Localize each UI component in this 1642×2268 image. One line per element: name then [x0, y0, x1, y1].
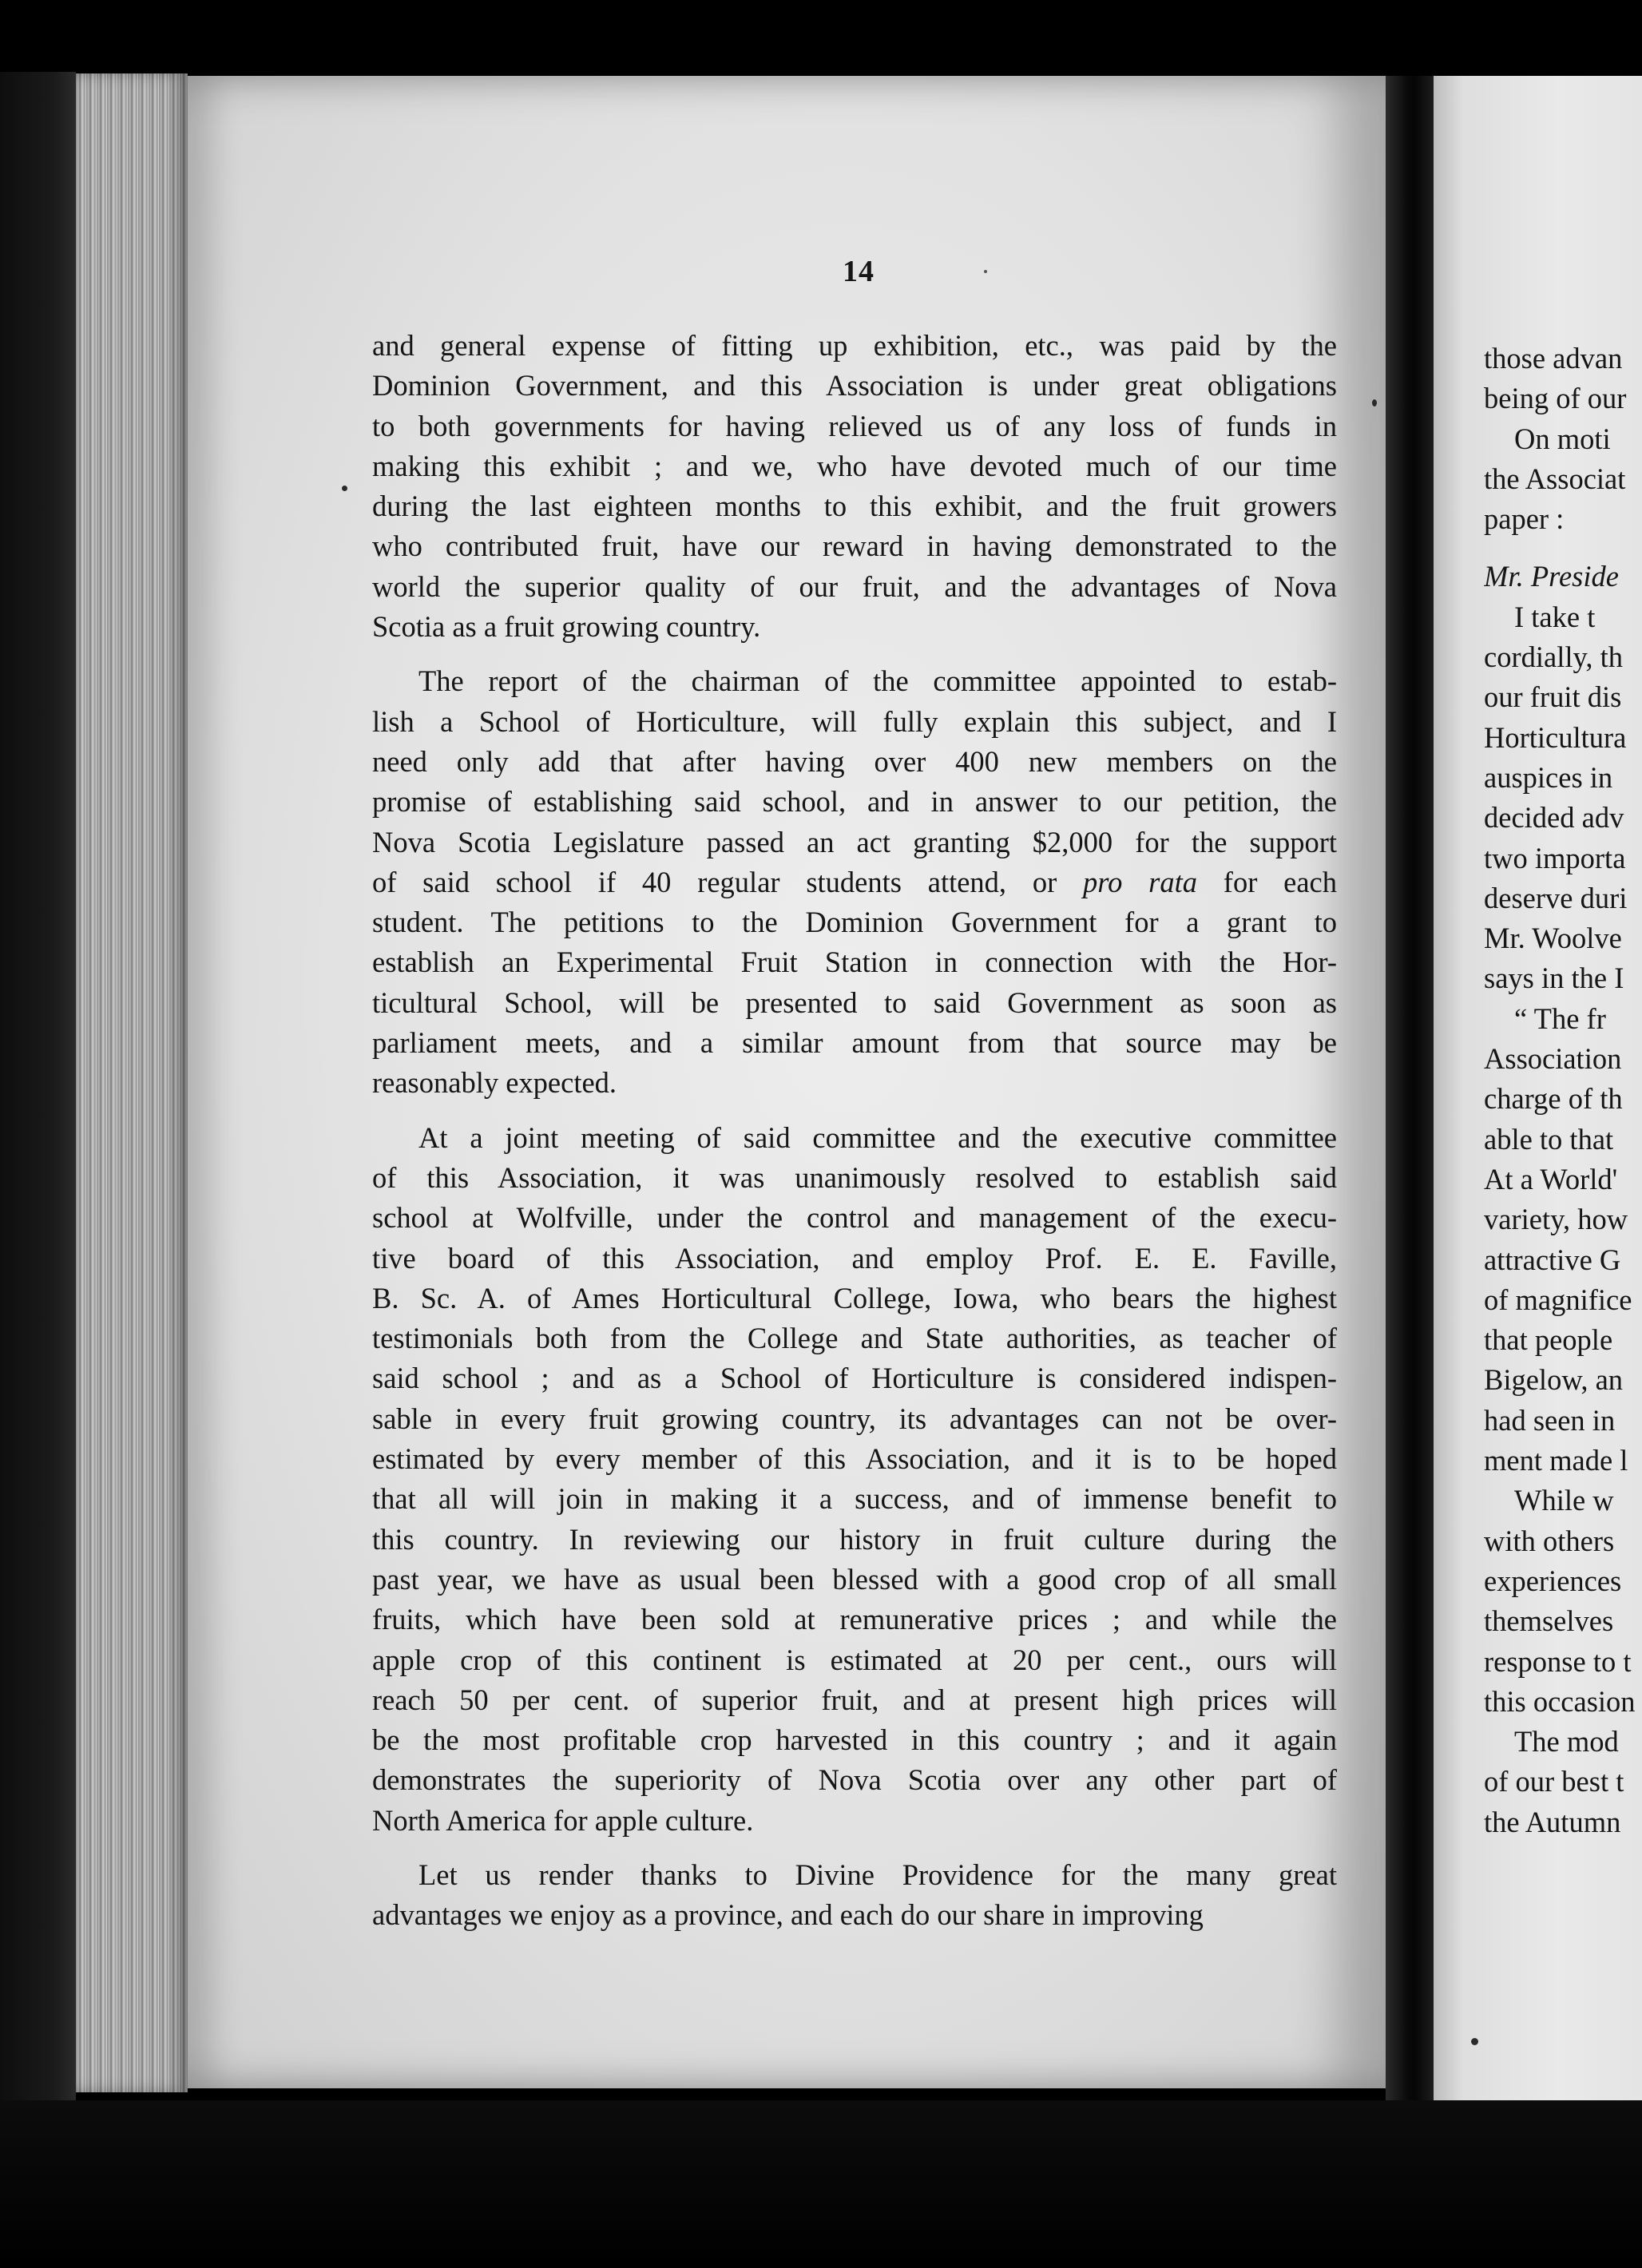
text-line: experiences	[1484, 1564, 1622, 1597]
text-line: tive board of this Association, and employ Prof. E. E. Faville,	[372, 1241, 1337, 1275]
text-line: this occasion	[1484, 1684, 1636, 1718]
text-line: making this exhibit ; and we, who have devoted much of our time	[372, 449, 1337, 482]
film-frame-bottom	[0, 2100, 1642, 2268]
text-line: While w	[1514, 1484, 1614, 1517]
text-line: The mod	[1514, 1725, 1619, 1758]
text-line: ment made l	[1484, 1444, 1628, 1477]
text-line: On moti	[1514, 422, 1611, 455]
text-line: response to t	[1484, 1644, 1632, 1678]
speck	[342, 486, 347, 491]
paragraph	[372, 661, 1337, 1103]
text-line: themselves	[1484, 1604, 1614, 1638]
text-line: At a World'	[1484, 1162, 1618, 1195]
speck	[1471, 2038, 1478, 2045]
text-line: Scotia as a fruit growing country.	[372, 610, 761, 644]
text-line: the Associat	[1484, 462, 1626, 495]
text-line: decided adv	[1484, 801, 1624, 835]
text-line: Bigelow, an	[1484, 1363, 1624, 1397]
text-line: who contributed fruit, have our reward in having demonstrated to the	[372, 529, 1337, 563]
text-line: cordially, th	[1484, 640, 1623, 674]
paragraph	[372, 1118, 1337, 1841]
book-gutter	[1386, 76, 1434, 2104]
text-line: North America for apple culture.	[372, 1803, 754, 1837]
text-line: those advan	[1484, 342, 1623, 375]
paragraph	[372, 326, 1337, 647]
text-line: of magnifice	[1484, 1283, 1632, 1316]
speck	[1372, 399, 1377, 406]
text-line: charge of th	[1484, 1082, 1623, 1116]
text-line: being of our	[1484, 382, 1627, 415]
text-line: sable in every fruit growing country, its advantages can not be over-	[372, 1402, 1337, 1435]
text-line: with others	[1484, 1524, 1615, 1557]
text-line: reasonably expected.	[372, 1066, 617, 1100]
text-line: attractive G	[1484, 1243, 1621, 1276]
text-line: establish an Experimental Fruit Station in connection with the Hor-	[372, 946, 1337, 979]
text-line: apple crop of this continent is estimated at 20 per cent., ours will	[372, 1643, 1337, 1676]
page-number: 14	[843, 255, 875, 288]
text-line: two importa	[1484, 841, 1626, 874]
left-page-body-text	[372, 326, 1337, 1941]
text-line: demonstrates the superiority of Nova Scotia over any other part of	[372, 1763, 1337, 1797]
text-line: Nova Scotia Legislature passed an act granting $2,000 for the support	[372, 825, 1337, 858]
text-line: fruits, which have been sold at remunerative prices ; and while the	[372, 1603, 1337, 1636]
paragraph	[372, 1855, 1337, 1936]
text-line: our fruit dis	[1484, 680, 1622, 714]
text-line: auspices in	[1484, 760, 1613, 794]
text-line: student. The petitions to the Dominion Government for a grant to	[372, 906, 1337, 939]
text-line: ticultural School, will be presented to said Government as soon as	[372, 985, 1337, 1019]
text-line: reach 50 per cent. of superior fruit, and at present high prices will	[372, 1683, 1337, 1716]
text-line: paper :	[1484, 502, 1565, 536]
blank-gap	[1484, 539, 1642, 557]
text-line: parliament meets, and a similar amount from that source may be	[372, 1026, 1337, 1060]
text-line: the Autumn	[1484, 1805, 1621, 1838]
right-page-cropped-text	[1484, 339, 1642, 1842]
text-line: to both governments for having relieved us of any loss of funds in	[372, 409, 1337, 442]
text-line: deserve duri	[1484, 881, 1628, 914]
text-line: past year, we have as usual been blessed with a good crop of all small	[372, 1562, 1337, 1596]
text-line: estimated by every member of this Association, and it is to be hoped	[372, 1442, 1337, 1476]
text-line: testimonials both from the College and State authorities, as teacher of	[372, 1322, 1337, 1355]
text-line: Horticultura	[1484, 720, 1627, 754]
text-line: and general expense of fitting up exhibition, etc., was paid by the	[372, 329, 1337, 362]
text-line: At a joint meeting of said committee and the executive committee	[418, 1120, 1337, 1154]
film-frame-top	[0, 0, 1642, 72]
text-line: The report of the chairman of the committee appointed to estab-	[418, 664, 1337, 698]
text-line: says in the I	[1484, 962, 1624, 995]
text-line: able to that	[1484, 1122, 1614, 1156]
text-line: of this Association, it was unanimously resolved to establish said	[372, 1160, 1337, 1194]
text-line: I take t	[1514, 600, 1596, 633]
text-line: Dominion Government, and this Association is under great obligations	[372, 369, 1337, 402]
text-line: lish a School of Horticulture, will fully explain this subject, and I	[372, 704, 1337, 738]
text-line: of our best t	[1484, 1765, 1624, 1798]
text-line: promise of establishing said school, and in answer to our petition, the	[372, 785, 1337, 819]
text-line: advantages we enjoy as a province, and each do our share in improving	[372, 1898, 1204, 1932]
text-line: during the last eighteen months to this exhibit, and the fruit growers	[372, 490, 1337, 523]
text-line: need only add that after having over 400 new members on the	[372, 744, 1337, 778]
film-frame-left	[0, 72, 76, 2100]
text-line: Association	[1484, 1042, 1622, 1076]
text-line: variety, how	[1484, 1203, 1628, 1236]
text-line: school at Wolfville, under the control and management of the execu-	[372, 1201, 1337, 1235]
text-line: had seen in	[1484, 1403, 1616, 1437]
text-line: of said school if 40 regular students attend, or pro rata for each	[372, 865, 1337, 898]
book-page-edges	[76, 73, 188, 2092]
text-line: this country. In reviewing our history in fruit culture during the	[372, 1522, 1337, 1556]
speck	[984, 270, 987, 273]
text-line: world the superior quality of our fruit, and the advantages of Nova	[372, 569, 1337, 603]
text-line: be the most profitable crop harvested in this country ; and it again	[372, 1723, 1337, 1757]
text-line: said school ; and as a School of Horticulture is considered indispen-	[372, 1362, 1337, 1395]
text-line: Mr. Woolve	[1484, 922, 1622, 955]
text-line: that people	[1484, 1323, 1613, 1357]
text-line: B. Sc. A. of Ames Horticultural College, Iowa, who bears the highest	[372, 1281, 1337, 1314]
text-line: that all will join in making it a success, and of immense benefit to	[372, 1482, 1337, 1516]
text-line: Mr. Preside	[1484, 560, 1619, 593]
text-line: “ The fr	[1514, 1001, 1606, 1035]
text-line: Let us render thanks to Divine Providence for the many great	[418, 1858, 1337, 1891]
